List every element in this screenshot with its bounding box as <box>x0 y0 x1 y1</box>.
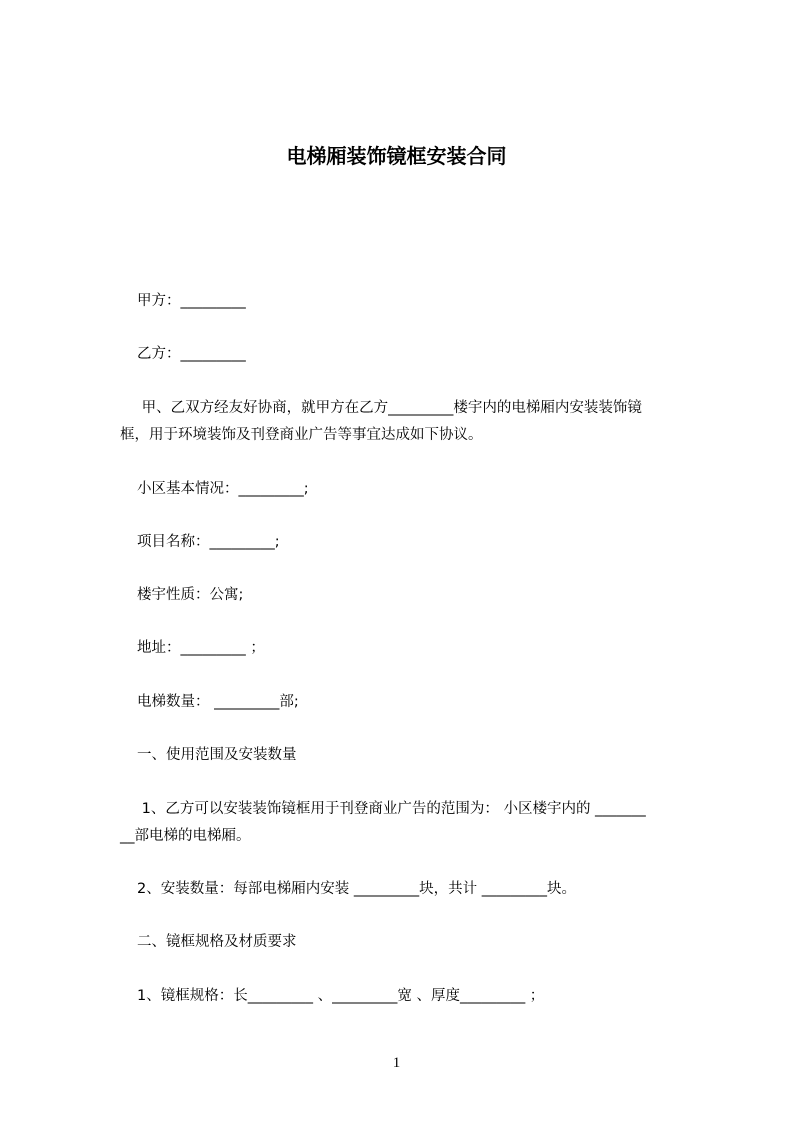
project-name-line: 项目名称：_________; <box>137 534 280 550</box>
elevator-count-line: 电梯数量： _________部; <box>137 694 299 710</box>
document-title: 电梯厢装饰镜框安装合同 <box>286 144 507 168</box>
building-type-line: 楼宇性质：公寓; <box>137 587 244 603</box>
page-number: 1 <box>392 1055 401 1071</box>
community-info-line: 小区基本情况：_________; <box>137 481 309 497</box>
section-2-heading: 二、镜框规格及材质要求 <box>137 934 297 950</box>
section-1-heading: 一、使用范围及安装数量 <box>137 747 297 763</box>
clause-2-1: 1、镜框规格：长_________ 、_________宽 、厚度_________ ； <box>137 988 545 1004</box>
intro-paragraph-line-2: 框，用于环境装饰及刊登商业广告等事宜达成如下协议。 <box>120 427 483 443</box>
clause-1-2: 2、安装数量：每部电梯厢内安装 _________块，共计 _________块。 <box>137 881 576 897</box>
party-a-line: 甲方：_________ <box>137 293 246 309</box>
clause-1-1-line-2: __部电梯的电梯厢。 <box>120 828 251 844</box>
clause-1-1-line-1: 1、乙方可以安装装饰镜框用于刊登商业广告的范围为： 小区楼宇内的 _______ <box>137 801 646 817</box>
party-b-line: 乙方：_________ <box>137 346 246 362</box>
address-line: 地址：_________ ； <box>137 640 265 656</box>
intro-paragraph-line-1: 甲、乙双方经友好协商，就甲方在乙方_________楼宇内的电梯厢内安装装饰镜 <box>137 400 642 416</box>
